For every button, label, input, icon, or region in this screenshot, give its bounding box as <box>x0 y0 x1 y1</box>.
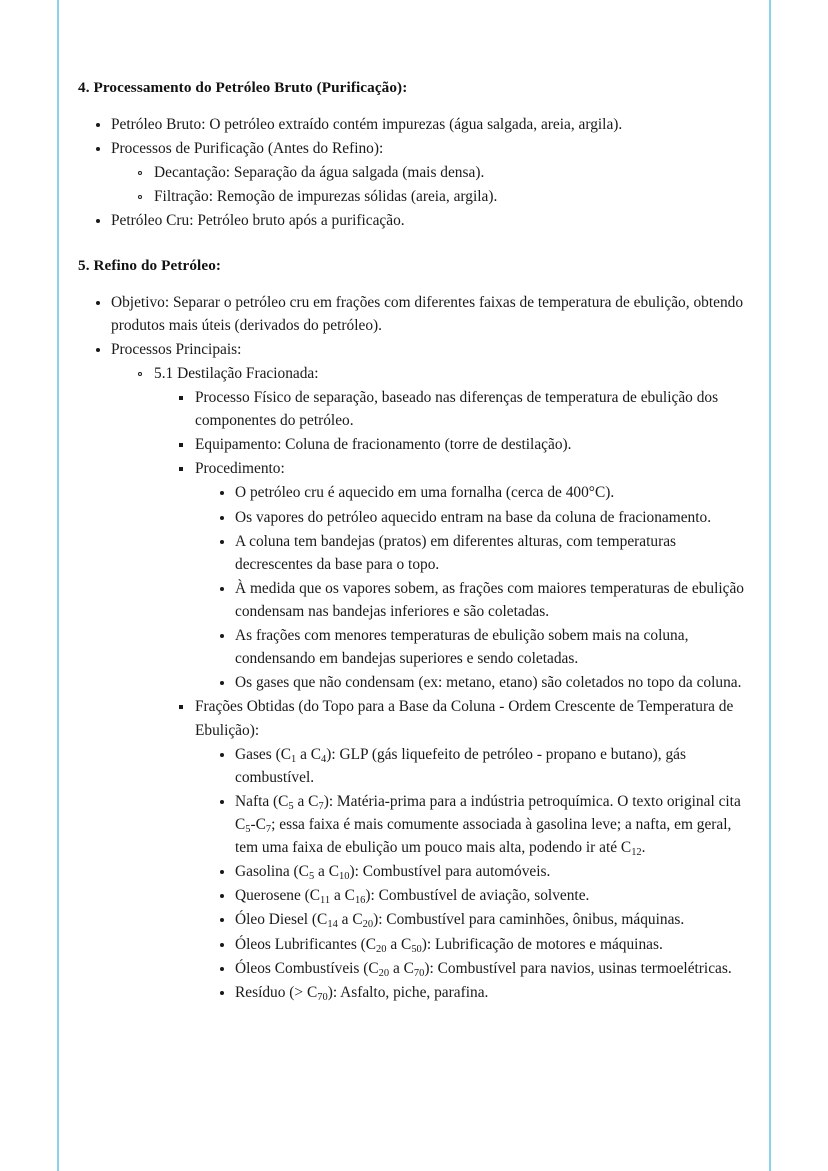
list-item-text: Gases ($C_1$ a $C_4$): GLP (gás liquefeito de petróleo - propano e butano), gás combustível. <box>235 745 686 786</box>
list-item-text: Querosene ($C_{11}$ a $C_{16}$): Combustível de aviação, solvente. <box>235 887 590 907</box>
bullet-list-level-1 <box>96 291 750 1004</box>
list-item <box>96 338 750 1004</box>
bullet-list-level-1 <box>96 113 750 233</box>
list-item <box>138 362 750 1004</box>
list-item <box>220 790 750 859</box>
bullet-list-level-3 <box>179 386 750 1004</box>
list-item <box>96 113 750 136</box>
list-item <box>220 671 750 694</box>
section-heading: 4. Processamento do Petróleo Bruto (Purificação): <box>78 79 408 96</box>
document-section <box>78 78 750 232</box>
list-item <box>220 933 750 956</box>
list-item-text: As frações com menores temperaturas de ebulição sobem mais na coluna, condensando em bandejas superiores e sendo coletadas. <box>235 627 689 668</box>
section-heading: 5. Refino do Petróleo: <box>78 257 222 275</box>
list-item-text: Processo Físico de separação, baseado nas diferenças de temperatura de ebulição dos componentes do petróleo. <box>195 389 719 430</box>
list-item <box>179 457 750 694</box>
list-item <box>96 137 750 208</box>
list-item-text: Decantação: Separação da água salgada (mais densa). <box>154 163 485 181</box>
page-rule-left <box>57 0 59 1171</box>
document-body <box>78 0 750 1005</box>
list-item <box>179 695 750 1003</box>
list-item <box>220 743 750 789</box>
bullet-list-level-2 <box>138 362 750 1004</box>
list-item-text: Óleos Combustíveis ($C_{20}$ a $C_{70}$): Combustível para navios, usinas termoelétricas. <box>235 959 732 979</box>
list-item <box>220 957 750 980</box>
list-item <box>96 291 750 337</box>
list-item-text: O petróleo cru é aquecido em uma fornalha (cerca de 400°C). <box>235 484 615 502</box>
list-item <box>220 860 750 883</box>
list-item-text: Gasolina ($C_5$ a $C_{10}$): Combustível para automóveis. <box>235 863 551 883</box>
list-item-text: Nafta ($C_5$ a $C_7$): Matéria-prima para a indústria petroquímica. O texto original cita $C_5-C_7$; essa faixa é mais comumente associada à gasolina leve; a nafta, em geral, tem uma faixa de ebulição um pouco mais alta, podendo ir até $C_{12}$. <box>235 792 741 859</box>
page-rule-right <box>769 0 771 1171</box>
list-item <box>220 506 750 529</box>
list-item <box>179 386 750 432</box>
list-item-text: Os gases que não condensam (ex: metano, etano) são coletados no topo da coluna. <box>235 674 742 692</box>
list-item <box>220 481 750 504</box>
list-item <box>96 209 750 232</box>
list-item-text: Resíduo (> $C_{70}$): Asfalto, piche, parafina. <box>235 983 489 1003</box>
list-item <box>138 185 750 208</box>
list-item-text: Filtração: Remoção de impurezas sólidas (areia, argila). <box>154 187 498 205</box>
list-item-text: À medida que os vapores sobem, as frações com maiores temperaturas de ebulição condensam nas bandejas inferiores e são coletadas. <box>235 579 744 620</box>
list-item-text: Objetivo: Separar o petróleo cru em frações com diferentes faixas de temperatura de ebulição, obtendo produtos mais úteis (derivados do petróleo). <box>111 293 744 334</box>
list-item-text: Procedimento: <box>195 460 285 478</box>
list-item-text: 5.1 Destilação Fracionada: <box>154 364 319 382</box>
list-item-text: Processos de Purificação (Antes do Refino): <box>111 139 384 157</box>
bullet-list-level-4 <box>220 481 750 694</box>
list-item <box>179 433 750 456</box>
list-item-text: Óleos Lubrificantes ($C_{20}$ a $C_{50}$): Lubrificação de motores e máquinas. <box>235 935 663 955</box>
list-item <box>220 577 750 623</box>
list-item-text: Frações Obtidas (do Topo para a Base da Coluna - Ordem Crescente de Temperatura de Ebulição): <box>195 698 734 739</box>
list-item-text: Petróleo Bruto: O petróleo extraído contém impurezas (água salgada, areia, argila). <box>111 115 623 133</box>
bullet-list-level-2 <box>138 161 750 208</box>
list-item-text: Petróleo Cru: Petróleo bruto após a purificação. <box>111 211 405 229</box>
list-item <box>220 981 750 1004</box>
list-item <box>138 161 750 184</box>
document-section <box>78 256 750 1004</box>
list-item-text: Equipamento: Coluna de fracionamento (torre de destilação). <box>195 436 572 454</box>
list-item-text: A coluna tem bandejas (pratos) em diferentes alturas, com temperaturas decrescentes da base para o topo. <box>235 532 677 573</box>
list-item-text: Os vapores do petróleo aquecido entram na base da coluna de fracionamento. <box>235 508 712 526</box>
bullet-list-level-4 <box>220 743 750 1004</box>
list-item <box>220 530 750 576</box>
list-item <box>220 908 750 931</box>
list-item <box>220 884 750 907</box>
list-item <box>220 624 750 670</box>
list-item-text: Óleo Diesel ($C_{14}$ a $C_{20}$): Combustível para caminhões, ônibus, máquinas. <box>235 911 685 931</box>
list-item-text: Processos Principais: <box>111 340 242 358</box>
